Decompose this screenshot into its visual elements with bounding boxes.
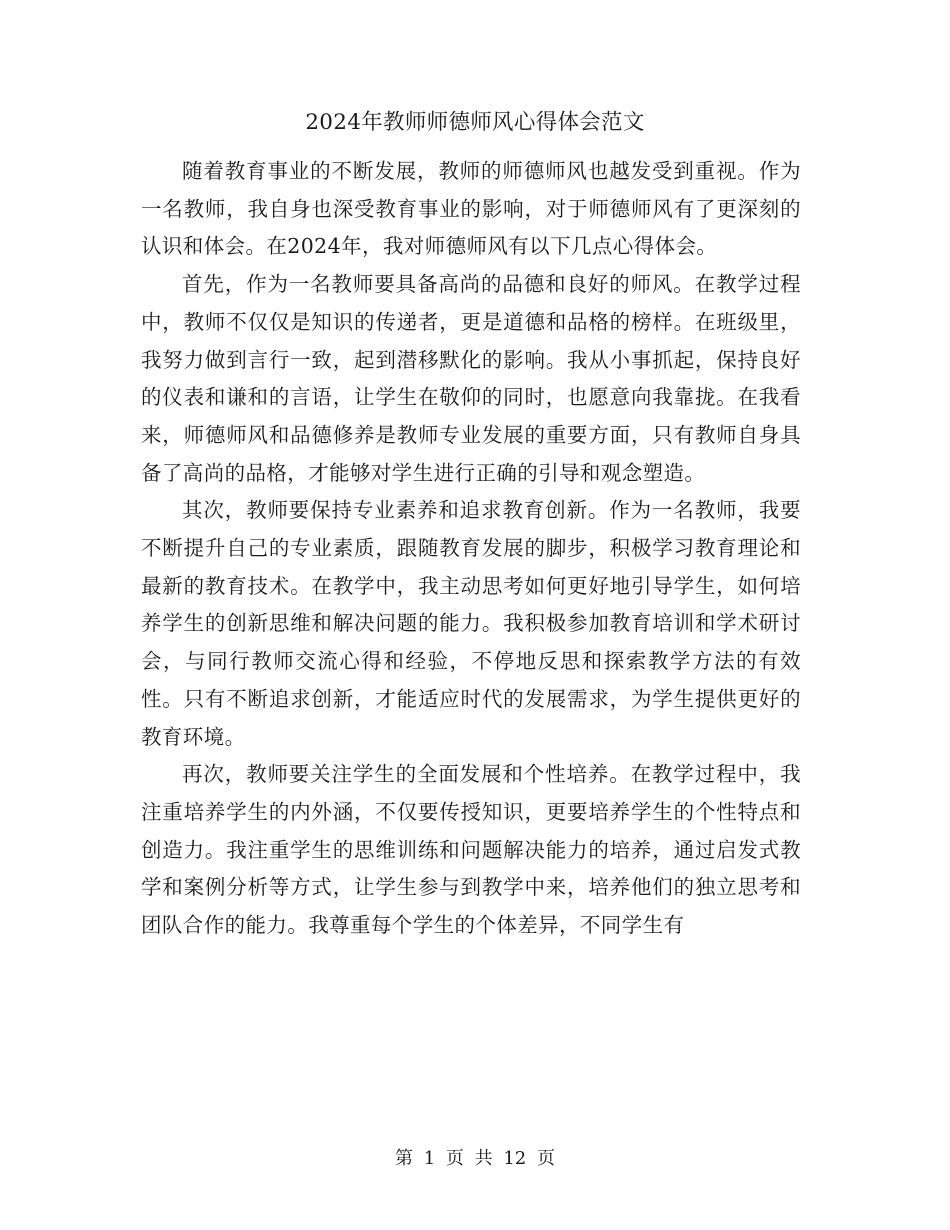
paragraph-intro: 随着教育事业的不断发展，教师的师德师风也越发受到重视。作为一名教师，我自身也深受教育事业的影响，对于师德师风有了更深刻的认识和体会。在2024年，我对师德师风有以下几点心得体会。	[141, 159, 801, 259]
paragraph-first: 首先，作为一名教师要具备高尚的品德和良好的师风。在教学过程中，教师不仅仅是知识的传递者，更是道德和品格的榜样。在班级里，我努力做到言行一致，起到潜移默化的影响。我从小事抓起，保持良好的仪表和谦和的言语，让学生在敬仰的同时，也愿意向我靠拢。在我看来，师德师风和品德修养是教师专业发展的重要方面，只有教师自身具备了高尚的品格，才能够对学生进行正确的引导和观念塑造。	[141, 272, 801, 485]
paragraph-third: 再次，教师要关注学生的全面发展和个性培养。在教学过程中，我注重培养学生的内外涵，不仅要传授知识，更要培养学生的个性特点和创造力。我注重学生的思维训练和问题解决能力的培养，通过启发式教学和案例分析等方式，让学生参与到教学中来，培养他们的独立思考和团队合作的能力。我尊重每个学生的个体差异，不同学生有	[141, 762, 801, 938]
document-title: 2024年教师师德师风心得体会范文	[305, 110, 645, 135]
document-body	[141, 153, 801, 945]
page-number-footer: 第 1 页 共 12 页	[395, 1148, 555, 1169]
paragraph-second: 其次，教师要保持专业素养和追求教育创新。作为一名教师，我要不断提升自己的专业素质，跟随教育发展的脚步，积极学习教育理论和最新的教育技术。在教学中，我主动思考如何更好地引导学生，如何培养学生的创新思维和解决问题的能力。我积极参加教育培训和学术研讨会，与同行教师交流心得和经验，不停地反思和探索教学方法的有效性。只有不断追求创新，才能适应时代的发展需求，为学生提供更好的教育环境。	[141, 498, 801, 749]
